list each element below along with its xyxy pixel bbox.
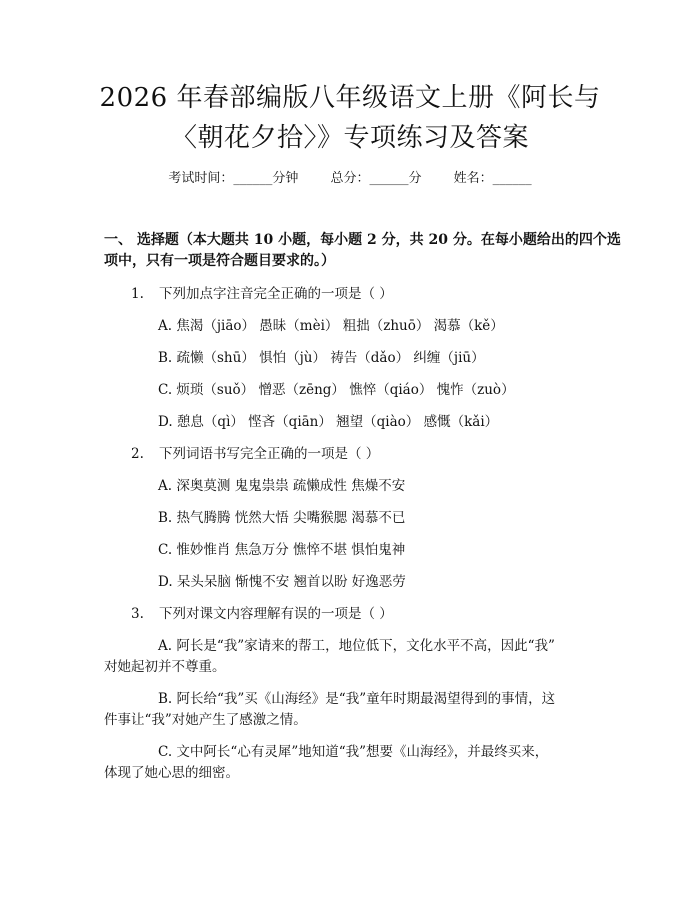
student-name-field: 姓名：______ (453, 171, 532, 186)
exam-time-field: 考试时间：______分钟 (168, 171, 299, 186)
q2-option-c: C. 惟妙惟肖 焦急万分 憔悴不堪 惧怕鬼神 (158, 542, 406, 558)
section-heading-line-1: 一、 选择题（本大题共 10 小题，每小题 2 分，共 20 分。在每小题给出的四个选 (104, 232, 621, 248)
question-stem: 下列词语书写完全正确的一项是（ ） (159, 446, 380, 462)
q3-option-c-line-1: C. 文中阿长“心有灵犀”地知道“我”想要《山海经》，并最终买来， (158, 744, 549, 760)
q1-option-a: A. 焦渴（jiāo） 愚昧（mèi） 粗拙（zhuō） 渴慕（kě） (158, 318, 504, 334)
question-stem: 下列对课文内容理解有误的一项是（ ） (159, 606, 393, 622)
document-title-line-2: 〈朝花夕拾〉》专项练习及答案 (170, 123, 529, 153)
question-number: 2. (131, 446, 144, 462)
q2-option-b: B. 热气腾腾 恍然大悟 尖嘴猴腮 渴慕不已 (158, 510, 406, 526)
exam-info (0, 167, 700, 186)
question-3 (131, 602, 393, 622)
question-number: 3. (131, 606, 144, 622)
q2-option-a: A. 深奥莫测 鬼鬼祟祟 疏懒成性 焦燥不安 (158, 478, 406, 494)
q3-option-b-line-1: B. 阿长给“我”买《山海经》是“我”童年时期最渴望得到的事情，这 (158, 691, 556, 707)
q3-option-a-line-1: A. 阿长是“我”家请来的帮工，地位低下，文化水平不高，因此“我” (158, 638, 555, 654)
q1-option-d: D. 憩息（qì） 悭吝（qiān） 翘望（qiào） 感慨（kǎi） (158, 414, 499, 430)
total-score-field: 总分：______分 (330, 171, 422, 186)
question-number: 1. (131, 286, 144, 302)
q2-option-d: D. 呆头呆脑 惭愧不安 翘首以盼 好逸恶劳 (158, 574, 406, 590)
question-2 (131, 442, 379, 462)
question-stem: 下列加点字注音完全正确的一项是（ ） (159, 286, 393, 302)
document-title-line-1: 2026 年春部编版八年级语文上册《阿长与 (99, 83, 601, 113)
q3-option-a-line-2: 对她起初并不尊重。 (104, 659, 226, 675)
question-1 (131, 282, 393, 302)
section-heading-line-2: 项中，只有一项是符合题目要求的。） (104, 253, 335, 269)
q3-option-c-line-2: 体现了她心思的细密。 (104, 765, 239, 781)
q3-option-b-line-2: 件事让“我”对她产生了感激之情。 (104, 712, 307, 728)
q1-option-b: B. 疏懒（shū） 惧怕（jù） 祷告（dǎo） 纠缠（jiū） (158, 350, 485, 366)
q1-option-c: C. 烦琐（suǒ） 憎恶（zēng） 憔悴（qiáo） 愧怍（zuò） (158, 382, 515, 398)
